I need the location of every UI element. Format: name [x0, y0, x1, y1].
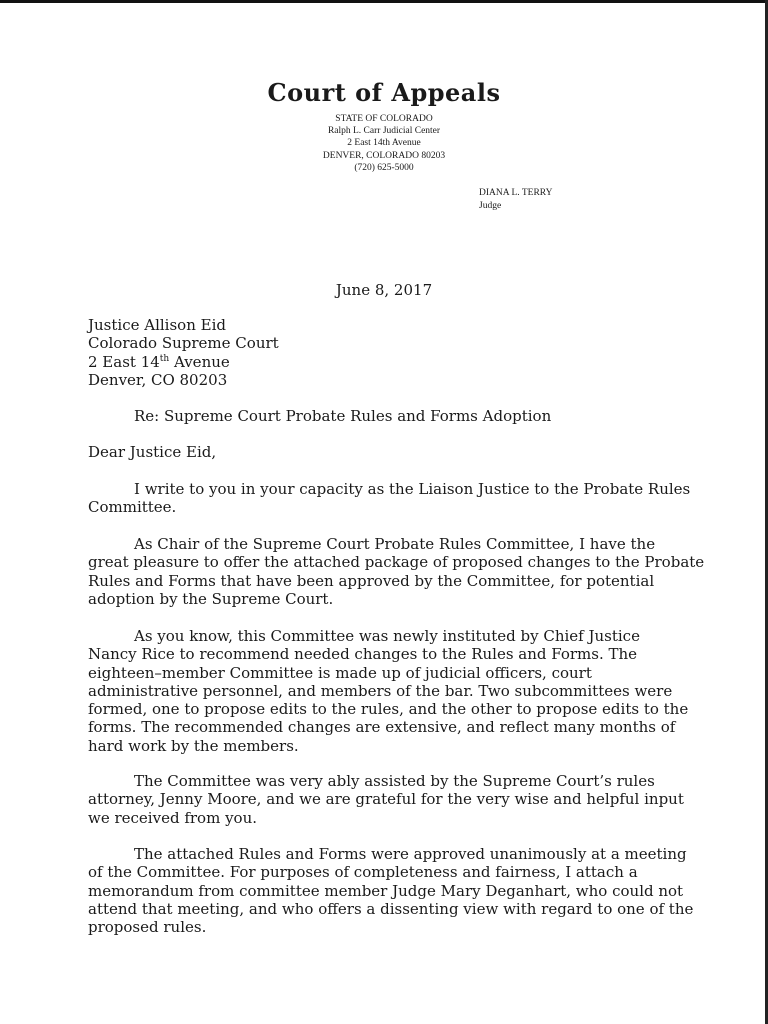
paragraph-line: great pleasure to offer the attached package of proposed changes to the Probate: [88, 553, 705, 572]
recipient-court: Colorado Supreme Court: [88, 334, 279, 353]
court-title: Court of Appeals: [267, 78, 501, 107]
judge-title: Judge: [479, 201, 502, 211]
scan-border-top: [0, 0, 768, 3]
paragraph-4: [88, 772, 688, 827]
street-suffix: th: [159, 353, 170, 364]
paragraph-line: of the Committee. For purposes of completeness and fairness, I attach a: [88, 863, 638, 882]
court-address: [0, 113, 768, 174]
address-line-center: Ralph L. Carr Judicial Center: [327, 126, 441, 137]
paragraph-line: we received from you.: [88, 808, 258, 827]
recipient-block: [88, 316, 688, 389]
street-number: 2 East 14: [88, 352, 160, 371]
address-line-street: 2 East 14th Avenue: [347, 138, 421, 149]
salutation: [88, 443, 688, 461]
paragraph-line: The Committee was very ably assisted by the Supreme Court’s rules: [134, 772, 655, 790]
paragraph-line: I write to you in your capacity as the Liaison Justice to the Probate Rules: [134, 480, 691, 498]
address-line-phone: (720) 625-5000: [354, 162, 414, 173]
address-line-city: DENVER, COLORADO 80203: [322, 150, 446, 161]
judge-block: [479, 187, 552, 213]
paragraph-line: As Chair of the Supreme Court Probate Rules Committee, I have the: [134, 535, 656, 553]
judge-name: DIANA L. TERRY: [479, 188, 553, 198]
paragraph-line: attend that meeting, and who offers a dissenting view with regard to one of the: [88, 899, 694, 918]
street-name: Avenue: [169, 352, 230, 371]
subject-text: Re: Supreme Court Probate Rules and Forms Adoption: [134, 407, 552, 425]
paragraph-line: forms. The recommended changes are extensive, and reflect many months of: [88, 718, 676, 737]
paragraph-line: Rules and Forms that have been approved by the Committee, for potential: [88, 571, 655, 590]
address-line-state: STATE OF COLORADO: [335, 114, 433, 124]
paragraph-line: proposed rules.: [88, 918, 207, 937]
paragraph-line: attorney, Jenny Moore, and we are grateful for the very wise and helpful input: [88, 790, 684, 809]
recipient-name: Justice Allison Eid: [88, 316, 226, 334]
salutation-text: Dear Justice Eid,: [88, 443, 217, 461]
paragraph-line: Nancy Rice to recommend needed changes to the Rules and Forms. The: [88, 645, 638, 664]
recipient-city: Denver, CO 80203: [88, 370, 228, 389]
paragraph-line: memorandum from committee member Judge Mary Deganhart, who could not: [88, 881, 684, 900]
paragraph-5: [88, 845, 694, 937]
paragraph-line: eighteen–member Committee is made up of judicial officers, court: [88, 663, 592, 682]
recipient-street: [88, 353, 688, 371]
paragraph-line: administrative personnel, and members of the bar. Two subcommittees were: [88, 681, 673, 700]
paragraph-line: formed, one to propose edits to the rules, and the other to propose edits to the: [88, 700, 689, 719]
letter-date: June 8, 2017: [335, 281, 433, 299]
paragraph-2: [88, 535, 705, 608]
paragraph-line: adoption by the Supreme Court.: [88, 589, 334, 608]
paragraph-1: [88, 480, 691, 517]
paragraph-line: As you know, this Committee was newly instituted by Chief Justice: [134, 627, 640, 645]
paragraph-line: Committee.: [88, 498, 177, 517]
paragraph-3: [88, 627, 688, 755]
subject-line: [88, 407, 688, 425]
paragraph-line: The attached Rules and Forms were approved unanimously at a meeting: [134, 845, 687, 863]
letterhead: [0, 78, 768, 174]
paragraph-line: hard work by the members.: [88, 736, 299, 755]
